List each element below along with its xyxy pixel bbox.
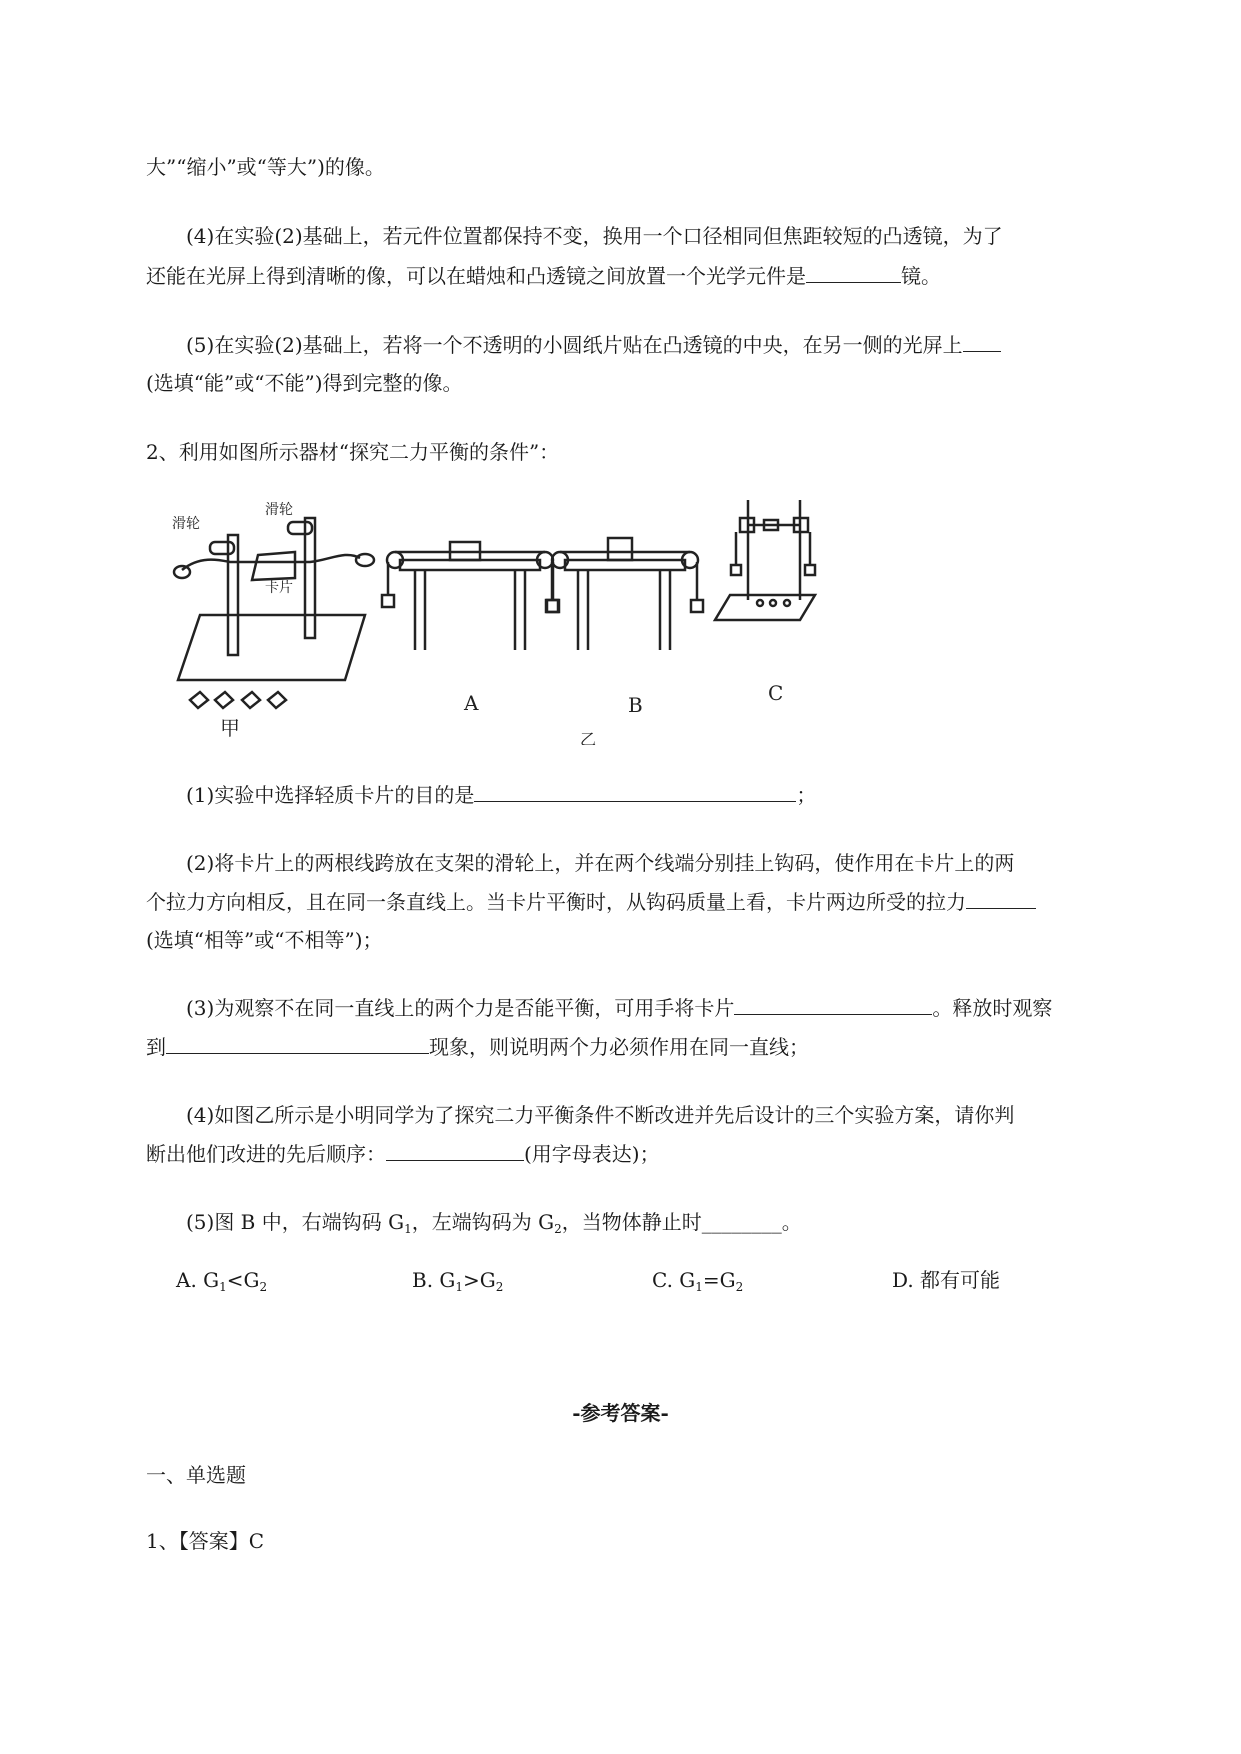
q1-part4-line2 [146, 261, 941, 291]
answer-blank-order[interactable] [386, 1142, 524, 1161]
q2-sub3-line1 [186, 993, 1052, 1023]
q2-sub4-line1: (4)如图乙所示是小明同学为了探究二力平衡条件不断改进并先后设计的三个实验方案，请你判 [186, 1103, 1015, 1127]
caption-c: C [768, 681, 784, 705]
option-b-g2: >G [463, 1268, 496, 1292]
q2-intro: 2、利用如图所示器材“探究二力平衡的条件”： [146, 440, 560, 464]
answer-blank-optical-element[interactable] [806, 264, 901, 283]
q1-part4-end: 镜。 [901, 264, 941, 288]
q1-part4-text: 还能在光屏上得到清晰的像，可以在蜡烛和凸透镜之间放置一个光学元件是 [146, 264, 806, 288]
option-a[interactable] [176, 1265, 267, 1302]
q1-part5-line2: (选填“能”或“不能”)得到完整的像。 [146, 371, 463, 395]
q2-sub3-text2: 。释放时观察 [932, 996, 1053, 1020]
label-pulley-left: 滑轮 [172, 516, 200, 532]
q2-sub2-text: 个拉力方向相反，且在同一条直线上。当卡片平衡时，从钩码质量上看，卡片两边所受的拉力 [146, 890, 966, 914]
answers-section: 一、单选题 [146, 1463, 246, 1487]
q1-part4-line1: (4)在实验(2)基础上，若元件位置都保持不变，换用一个口径相同但焦距较短的凸透镜，为了 [186, 224, 1003, 248]
option-b-sub1: 1 [455, 1280, 464, 1294]
option-a-sub2: 2 [259, 1280, 268, 1294]
option-b-g1: B. G [412, 1268, 456, 1292]
experiment-figure [170, 500, 930, 745]
answer-blank-phenomenon[interactable] [166, 1035, 429, 1054]
figure-b-apparatus [547, 538, 703, 650]
answer-blank-complete-image[interactable] [963, 333, 1001, 352]
figure-c-apparatus [715, 500, 815, 620]
option-c-g1: C. G [652, 1268, 696, 1292]
q1-part5-text: (5)在实验(2)基础上，若将一个不透明的小圆纸片贴在凸透镜的中央，在另一侧的光屏上 [186, 333, 963, 357]
q1-continuation-line: 大”“缩小”或“等大”)的像。 [146, 155, 385, 179]
q2-sub2-line3: (选填“相等”或“不相等”)； [146, 928, 383, 952]
answer-blank-light-card[interactable] [474, 783, 796, 802]
option-b[interactable] [412, 1265, 503, 1302]
q2-sub5-text: (5)图 B 中，右端钩码 G [186, 1210, 405, 1234]
q2-sub3-text3: 到 [146, 1035, 166, 1059]
q2-sub5-text2: ，左端钩码为 G [411, 1210, 555, 1234]
label-pulley-right: 滑轮 [265, 502, 293, 518]
option-c-g2: =G [702, 1268, 736, 1292]
q2-sub4-text2: (用字母表达)； [524, 1142, 660, 1166]
q2-sub4-line2 [146, 1139, 660, 1169]
answer-blank-pull-force[interactable] [966, 890, 1036, 909]
q2-sub1 [186, 780, 816, 810]
caption-a: A [464, 691, 479, 715]
option-a-g1: A. G [176, 1268, 220, 1292]
answers-heading: -参考答案- [572, 1401, 669, 1425]
q2-sub1-end: ； [796, 783, 817, 807]
option-a-g2: <G [226, 1268, 260, 1292]
answer-1: 1、【答案】C [146, 1529, 265, 1553]
option-a-sub1: 1 [219, 1280, 227, 1294]
figure-a-apparatus [382, 542, 558, 650]
option-b-sub2: 2 [495, 1280, 504, 1294]
option-c-sub1: 1 [695, 1280, 703, 1294]
q2-sub5-text3: ，当物体静止时________。 [561, 1210, 802, 1234]
caption-jia: 甲 [220, 716, 240, 740]
q2-sub3-line2 [146, 1032, 809, 1062]
option-d[interactable]: D. 都有可能 [892, 1268, 1001, 1292]
figure-jia-apparatus [174, 518, 374, 708]
q2-sub5 [186, 1207, 802, 1244]
answer-blank-rotate-card[interactable] [734, 996, 932, 1015]
subscript-2: 2 [554, 1222, 562, 1236]
q2-sub2-line1: (2)将卡片上的两根线跨放在支架的滑轮上，并在两个线端分别挂上钩码，使作用在卡片上的两 [186, 851, 1015, 875]
subscript-1: 1 [404, 1222, 412, 1236]
q2-sub4-text: 断出他们改进的先后顺序： [146, 1142, 386, 1166]
q2-sub2-line2 [146, 887, 1036, 917]
q2-sub3-text4: 现象，则说明两个力必须作用在同一直线； [429, 1035, 809, 1059]
option-c[interactable] [652, 1265, 743, 1302]
q1-part5-line1 [186, 330, 1001, 360]
q2-sub3-text: (3)为观察不在同一直线上的两个力是否能平衡，可用手将卡片 [186, 996, 735, 1020]
option-c-sub2: 2 [735, 1280, 744, 1294]
caption-b: B [628, 693, 643, 717]
q2-sub1-text: (1)实验中选择轻质卡片的目的是 [186, 783, 475, 807]
caption-yi: 乙 [580, 730, 597, 745]
label-card: 卡片 [265, 580, 293, 596]
